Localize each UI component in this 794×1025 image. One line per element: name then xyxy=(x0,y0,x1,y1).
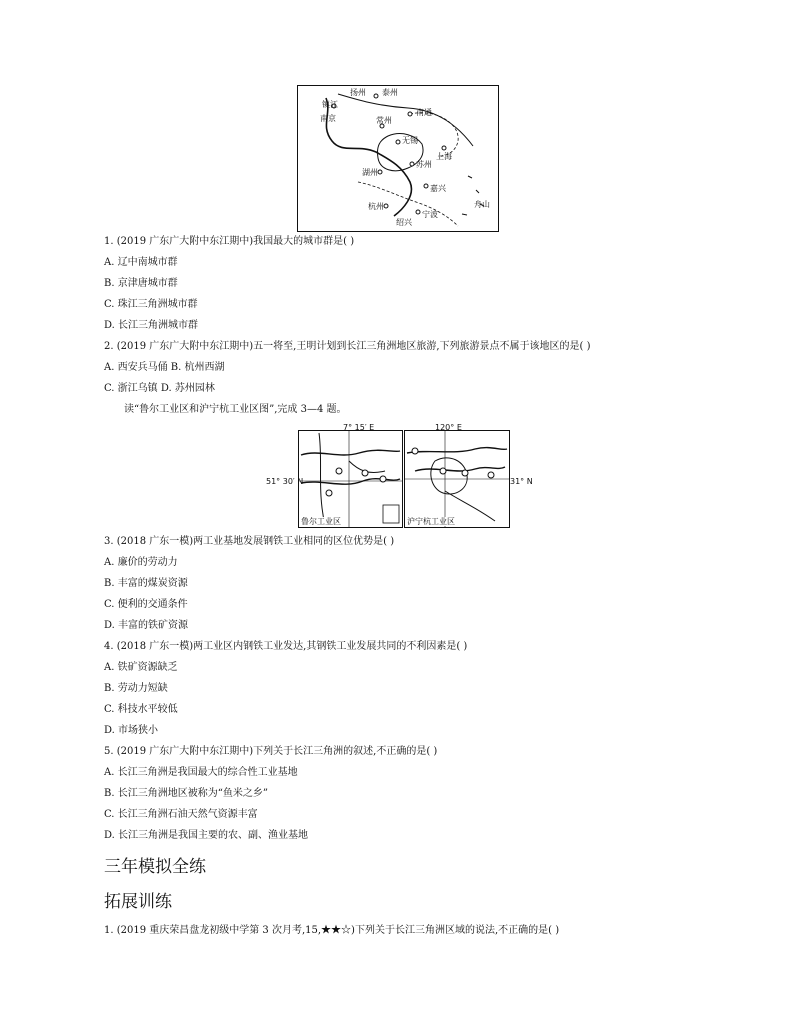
map-label-shanghai: 上海 xyxy=(436,152,452,161)
map-label-shaoxing: 绍兴 xyxy=(396,218,412,227)
q4-option-d: D. 市场狭小 xyxy=(104,725,159,736)
q4-option-a: A. 铁矿资源缺乏 xyxy=(104,662,178,673)
map-label-taizhou: 泰州 xyxy=(382,88,398,97)
q3-option-c: C. 便利的交通条件 xyxy=(104,599,188,610)
ruhr-map xyxy=(298,423,403,528)
q3-option-b: B. 丰富的煤炭资源 xyxy=(104,578,188,589)
hnh-map-lines xyxy=(405,431,509,527)
q1-option-b: B. 京津唐城市群 xyxy=(104,278,178,289)
q5-option-b: B. 长江三角洲地区被称为“鱼米之乡” xyxy=(104,788,268,799)
q4-option-c: C. 科技水平较低 xyxy=(104,704,178,715)
hnh-map xyxy=(404,423,510,528)
q1-option-c: C. 珠江三角洲城市群 xyxy=(104,299,198,310)
question-3-stem: 3. (2018 广东一模)两工业基地发展钢铁工业相同的区位优势是( ) xyxy=(104,536,395,547)
ruhr-lon-label: 7° 15′ E xyxy=(343,423,375,432)
question-4-stem: 4. (2018 广东一模)两工业区内钢铁工业发达,其钢铁工业发展共同的不利因素是( ) xyxy=(104,641,468,652)
ruhr-map-lines xyxy=(299,431,402,527)
q1-option-a: A. 辽中南城市群 xyxy=(104,257,178,268)
question-5-stem: 5. (2019 广东广大附中东江期中)下列关于长江三角洲的叙述,不正确的是( ) xyxy=(104,746,438,757)
q5-option-a: A. 长江三角洲是我国最大的综合性工业基地 xyxy=(104,767,298,778)
hnh-lat-label: 31° N xyxy=(510,477,533,486)
section-title: 三年模拟全练 xyxy=(104,857,206,877)
map-label-zhoushan: 舟山 xyxy=(474,200,490,209)
map-label-yangzhou: 扬州 xyxy=(350,88,366,97)
extension-question-1: 1. (2019 重庆荣昌盘龙初级中学第 3 次月考,15,★★☆)下列关于长江三角洲区域的说法,不正确的是( ) xyxy=(104,925,560,936)
q3-option-d: D. 丰富的铁矿资源 xyxy=(104,620,189,631)
map-label-ningbo: 宁波 xyxy=(422,210,438,219)
q5-option-d: D. 长江三角洲是我国主要的农、副、渔业基地 xyxy=(104,830,309,841)
q2-options-ab: A. 西安兵马俑 B. 杭州西湖 xyxy=(104,362,225,373)
question-2-stem: 2. (2019 广东广大附中东江期中)五一将至,王明计划到长江三角洲地区旅游,下列旅游景点不属于该地区的是( ) xyxy=(104,341,591,352)
q1-option-d: D. 长江三角洲城市群 xyxy=(104,320,199,331)
map-label-hangzhou: 杭州 xyxy=(368,202,384,211)
map-label-zhenjiang: 镇江 xyxy=(322,100,338,109)
reading-instruction: 读“鲁尔工业区和沪宁杭工业区图”,完成 3—4 题。 xyxy=(124,404,347,415)
map-label-jiaxing: 嘉兴 xyxy=(430,184,446,193)
map-label-huzhou: 湖州 xyxy=(362,168,378,177)
map-label-wuxi: 无锡 xyxy=(402,136,418,145)
hnh-caption: 沪宁杭工业区 xyxy=(407,517,455,526)
q4-option-b: B. 劳动力短缺 xyxy=(104,683,168,694)
map-label-suzhou: 苏州 xyxy=(416,160,432,169)
map-label-changzhou: 常州 xyxy=(376,116,392,125)
ruhr-lat-label: 51° 30′ N xyxy=(266,477,304,486)
map-label-nantong: 南通 xyxy=(416,108,432,117)
question-1-stem: 1. (2019 广东广大附中东江期中)我国最大的城市群是( ) xyxy=(104,236,355,247)
subsection-title: 拓展训练 xyxy=(104,892,172,912)
yangtze-delta-map xyxy=(297,85,499,232)
map-label-nanjing: 南京 xyxy=(320,114,336,123)
ruhr-caption: 鲁尔工业区 xyxy=(301,517,341,526)
hnh-lon-label: 120° E xyxy=(435,423,462,432)
q3-option-a: A. 廉价的劳动力 xyxy=(104,557,178,568)
q2-options-cd: C. 浙江乌镇 D. 苏州园林 xyxy=(104,383,215,394)
q5-option-c: C. 长江三角洲石油天然气资源丰富 xyxy=(104,809,258,820)
